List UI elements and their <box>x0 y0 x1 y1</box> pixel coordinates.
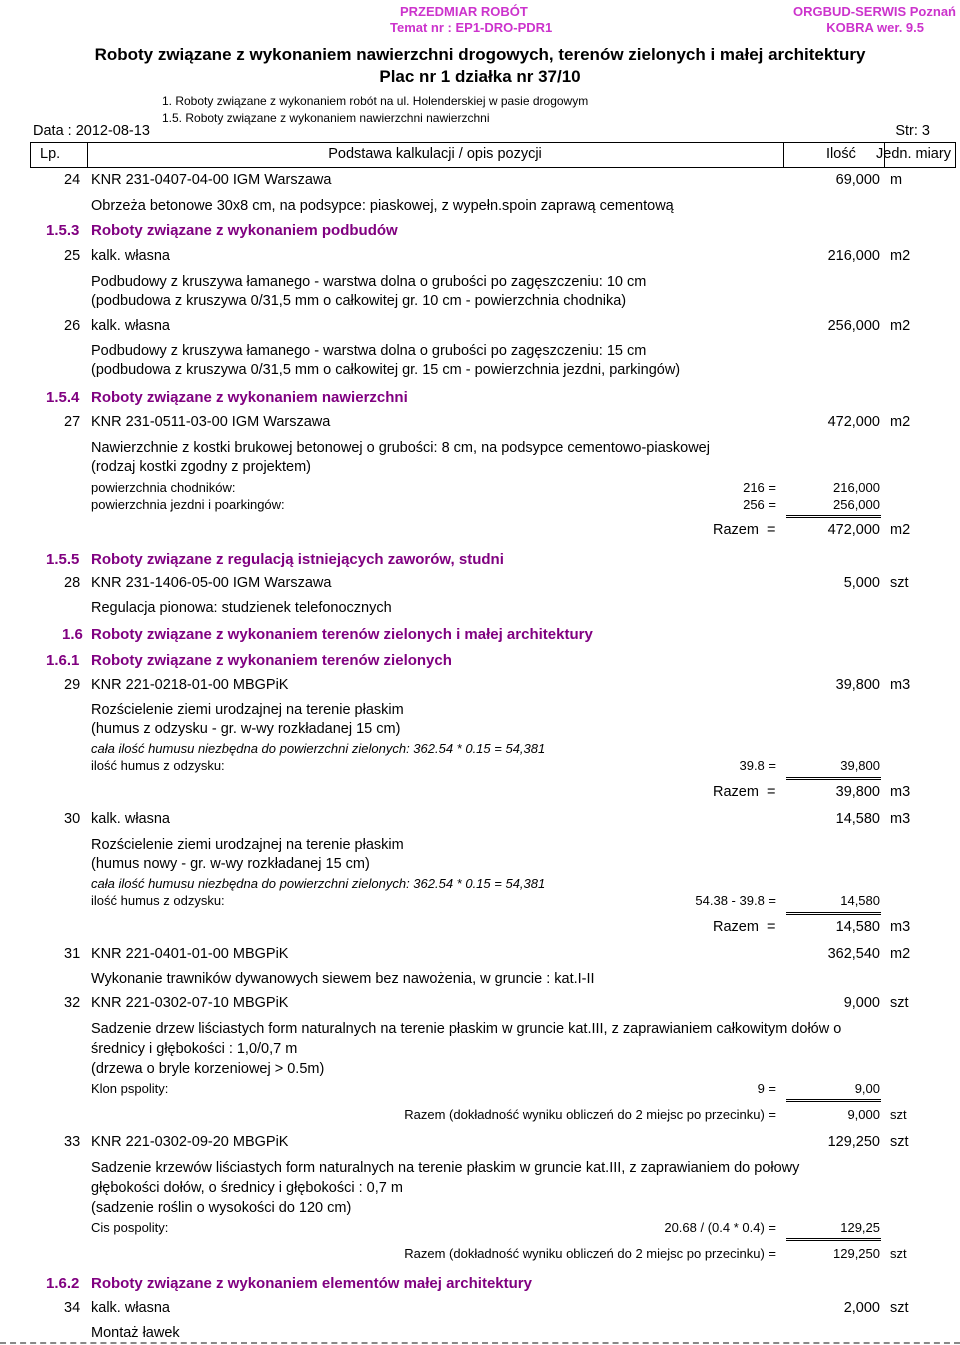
position-description: Wykonanie trawników dywanowych siewem bez nawożenia, w gruncie : kat.I-II <box>91 971 595 987</box>
position-quantity: 14,580 <box>835 811 880 827</box>
sum-value: 39,800 <box>835 784 880 800</box>
document-subtitle: Plac nr 1 działka nr 37/10 <box>379 67 581 86</box>
section-title: Roboty związane z wykonaniem nawierzchni <box>91 389 408 406</box>
position-basis: kalk. własna <box>91 248 170 264</box>
position-basis: KNR 221-0302-09-20 MBGPiK <box>91 1134 289 1150</box>
sum-rule <box>786 1238 881 1241</box>
position-description: (sadzenie roślin o wysokości do 120 cm) <box>91 1200 352 1216</box>
section-number: 1.5.4 <box>46 389 80 406</box>
position-number: 32 <box>64 995 81 1011</box>
position-description: (drzewa o bryle korzeniowej > 0.5m) <box>91 1061 325 1077</box>
position-description: Sadzenie drzew liściastych form naturalnych na terenie płaskim w gruncie kat.III, z zaprawianiem całkowitym dołów o <box>91 1021 842 1037</box>
position-quantity: 9,000 <box>843 995 880 1011</box>
section-number: 1.6.1 <box>46 652 80 669</box>
section-number: 1.5.3 <box>46 222 80 239</box>
position-description: Montaż ławek <box>91 1325 180 1341</box>
calc-expression: 216 = <box>743 480 776 495</box>
position-description: Regulacja pionowa: studzienek telefonocznych <box>91 600 392 616</box>
position-description: Rozścielenie ziemi urodzajnej na terenie płaskim <box>91 837 404 853</box>
position-number: 34 <box>64 1300 81 1316</box>
sum-unit: m2 <box>890 522 911 538</box>
calc-expression: 54.38 - 39.8 = <box>695 893 776 908</box>
position-description: Sadzenie krzewów liściastych form naturalnych na terenie płaskim w gruncie kat.III, z zaprawianiem do połowy <box>91 1160 800 1176</box>
position-number: 28 <box>64 575 81 591</box>
position-basis: KNR 231-1406-05-00 IGM Warszawa <box>91 575 332 591</box>
breadcrumb-level-1: 1. Roboty związane z wykonaniem robót na ul. Holenderskiej w pasie drogowym <box>162 94 589 108</box>
position-quantity: 2,000 <box>843 1300 880 1316</box>
position-basis: KNR 221-0401-01-00 MBGPiK <box>91 946 289 962</box>
section-number: 1.6 <box>62 626 83 643</box>
page-number: Str: 3 <box>895 123 930 139</box>
sum-value: 472,000 <box>827 522 880 538</box>
column-header-lp: Lp. <box>40 146 61 162</box>
breadcrumb-level-2: 1.5. Roboty związane z wykonaniem nawierzchni nawierzchni <box>162 111 490 125</box>
sum-rule <box>786 1099 881 1102</box>
position-number: 30 <box>64 811 81 827</box>
position-basis: kalk. własna <box>91 318 170 334</box>
sum-label: Razem <box>713 522 759 538</box>
sum-equals: = <box>767 784 776 800</box>
position-unit: m2 <box>890 946 911 962</box>
position-description: Podbudowy z kruszywa łamanego - warstwa dolna o grubości po zagęszczeniu: 10 cm <box>91 274 647 290</box>
calc-value: 216,000 <box>833 480 880 495</box>
calc-note: cała ilość humusu niezbędna do powierzchni zielonych: 362.54 * 0.15 = 54,381 <box>91 876 546 891</box>
position-description: (humus z odzysku - gr. w-wy rozkładanej 15 cm) <box>91 721 401 737</box>
position-unit: m3 <box>890 811 911 827</box>
header-divider <box>30 142 31 167</box>
position-quantity: 256,000 <box>827 318 880 334</box>
position-unit: m2 <box>890 414 911 430</box>
calc-label: ilość humus z odzysku: <box>91 758 225 773</box>
position-unit: szt <box>890 1300 909 1316</box>
page-cut-edge <box>0 1342 960 1344</box>
position-quantity: 39,800 <box>835 677 880 693</box>
sum-rule <box>786 515 881 518</box>
position-quantity: 472,000 <box>827 414 880 430</box>
section-number: 1.6.2 <box>46 1275 80 1292</box>
calc-value: 39,800 <box>840 758 880 773</box>
sum-equals: = <box>767 919 776 935</box>
position-number: 33 <box>64 1134 81 1150</box>
section-title: Roboty związane z wykonaniem terenów zielonych i małej architektury <box>91 626 593 643</box>
sum-unit: szt <box>890 1107 907 1122</box>
sum-label: Razem (dokładność wyniku obliczeń do 2 miejsc po przecinku) = <box>404 1107 776 1122</box>
calc-label: Klon pspolity: <box>91 1081 169 1096</box>
calc-expression: 20.68 / (0.4 * 0.4) = <box>664 1220 776 1235</box>
sum-label: Razem (dokładność wyniku obliczeń do 2 miejsc po przecinku) = <box>404 1246 776 1261</box>
topic-number: Temat nr : EP1-DRO-PDR1 <box>390 20 553 35</box>
position-quantity: 216,000 <box>827 248 880 264</box>
position-number: 27 <box>64 414 81 430</box>
section-title: Roboty związane z wykonaniem elementów małej architektury <box>91 1275 532 1292</box>
position-quantity: 5,000 <box>843 575 880 591</box>
calc-expression: 9 = <box>757 1081 776 1096</box>
section-number: 1.5.5 <box>46 551 80 568</box>
position-description: (podbudowa z kruszywa 0/31,5 mm o całkowitej gr. 10 cm - powierzchnia chodnika) <box>91 293 627 309</box>
column-header-basis: Podstawa kalkulacji / opis pozycji <box>328 146 542 162</box>
sum-value: 14,580 <box>835 919 880 935</box>
position-basis: kalk. własna <box>91 1300 170 1316</box>
sum-unit: m3 <box>890 919 911 935</box>
position-unit: m2 <box>890 248 911 264</box>
calc-note: cała ilość humusu niezbędna do powierzchni zielonych: 362.54 * 0.15 = 54,381 <box>91 741 546 756</box>
sum-value: 129,250 <box>833 1246 880 1261</box>
position-description: (rodzaj kostki zgodny z projektem) <box>91 459 311 475</box>
sum-equals: = <box>767 522 776 538</box>
position-description: Podbudowy z kruszywa łamanego - warstwa dolna o grubości po zagęszczeniu: 15 cm <box>91 343 647 359</box>
position-unit: szt <box>890 1134 909 1150</box>
calc-label: ilość humus z odzysku: <box>91 893 225 908</box>
position-basis: KNR 221-0218-01-00 MBGPiK <box>91 677 289 693</box>
calc-value: 9,00 <box>854 1081 880 1096</box>
doc-type: PRZEDMIAR ROBÓT <box>400 4 528 19</box>
position-basis: KNR 231-0407-04-00 IGM Warszawa <box>91 172 332 188</box>
position-unit: m3 <box>890 677 911 693</box>
calc-label: powierzchnia chodników: <box>91 480 236 495</box>
sum-rule <box>786 912 881 915</box>
position-description: głębokości dołów, o średnicy i głębokości : 0,7 m <box>91 1180 403 1196</box>
vendor-name: ORGBUD-SERWIS Poznań <box>793 4 956 19</box>
header-top-rule <box>30 142 956 143</box>
sum-rule <box>786 777 881 780</box>
position-description: Nawierzchnie z kostki brukowej betonowej o grubości: 8 cm, na podsypce cementowo-piaskowej <box>91 440 710 456</box>
position-basis: KNR 231-0511-03-00 IGM Warszawa <box>91 414 331 430</box>
calc-value: 14,580 <box>840 893 880 908</box>
position-basis: kalk. własna <box>91 811 170 827</box>
section-title: Roboty związane z wykonaniem podbudów <box>91 222 398 239</box>
position-quantity: 69,000 <box>835 172 880 188</box>
position-number: 29 <box>64 677 81 693</box>
software-version: KOBRA wer. 9.5 <box>826 20 924 35</box>
position-number: 26 <box>64 318 81 334</box>
position-number: 25 <box>64 248 81 264</box>
calc-label: powierzchnia jezdni i poarkingów: <box>91 497 285 512</box>
header-divider <box>955 142 956 167</box>
calc-expression: 39.8 = <box>739 758 776 773</box>
position-quantity: 362,540 <box>827 946 880 962</box>
header-divider <box>783 142 784 167</box>
position-description: (podbudowa z kruszywa 0/31,5 mm o całkowitej gr. 15 cm - powierzchnia jezdni, parkingów) <box>91 362 681 378</box>
position-unit: szt <box>890 575 909 591</box>
position-basis: KNR 221-0302-07-10 MBGPiK <box>91 995 289 1011</box>
sum-unit: m3 <box>890 784 911 800</box>
calc-value: 129,25 <box>840 1220 880 1235</box>
document-date: Data : 2012-08-13 <box>33 123 150 139</box>
position-unit: m <box>890 172 903 188</box>
calc-value: 256,000 <box>833 497 880 512</box>
position-description: Obrzeża betonowe 30x8 cm, na podsypce: piaskowej, z wypełn.spoin zaprawą cementową <box>91 198 674 214</box>
column-header-unit: Jedn. miary <box>876 146 951 162</box>
section-title: Roboty związane z wykonaniem terenów zielonych <box>91 652 452 669</box>
position-description: (humus nowy - gr. w-wy rozkładanej 15 cm) <box>91 856 370 872</box>
header-bottom-rule <box>30 167 956 168</box>
position-unit: szt <box>890 995 909 1011</box>
document-title: Roboty związane z wykonaniem nawierzchni drogowych, terenów zielonych i małej architektury <box>94 45 866 64</box>
position-description: średnicy i głębokości : 1,0/0,7 m <box>91 1041 298 1057</box>
column-header-qty: Ilość <box>826 146 856 162</box>
sum-value: 9,000 <box>847 1107 880 1122</box>
position-unit: m2 <box>890 318 911 334</box>
sum-label: Razem <box>713 784 759 800</box>
sum-label: Razem <box>713 919 759 935</box>
section-title: Roboty związane z regulacją istniejących zaworów, studni <box>91 551 504 568</box>
sum-unit: szt <box>890 1246 907 1261</box>
calc-label: Cis pospolity: <box>91 1220 169 1235</box>
position-number: 31 <box>64 946 81 962</box>
calc-expression: 256 = <box>743 497 776 512</box>
position-number: 24 <box>64 172 81 188</box>
position-quantity: 129,250 <box>827 1134 880 1150</box>
position-description: Rozścielenie ziemi urodzajnej na terenie płaskim <box>91 702 404 718</box>
